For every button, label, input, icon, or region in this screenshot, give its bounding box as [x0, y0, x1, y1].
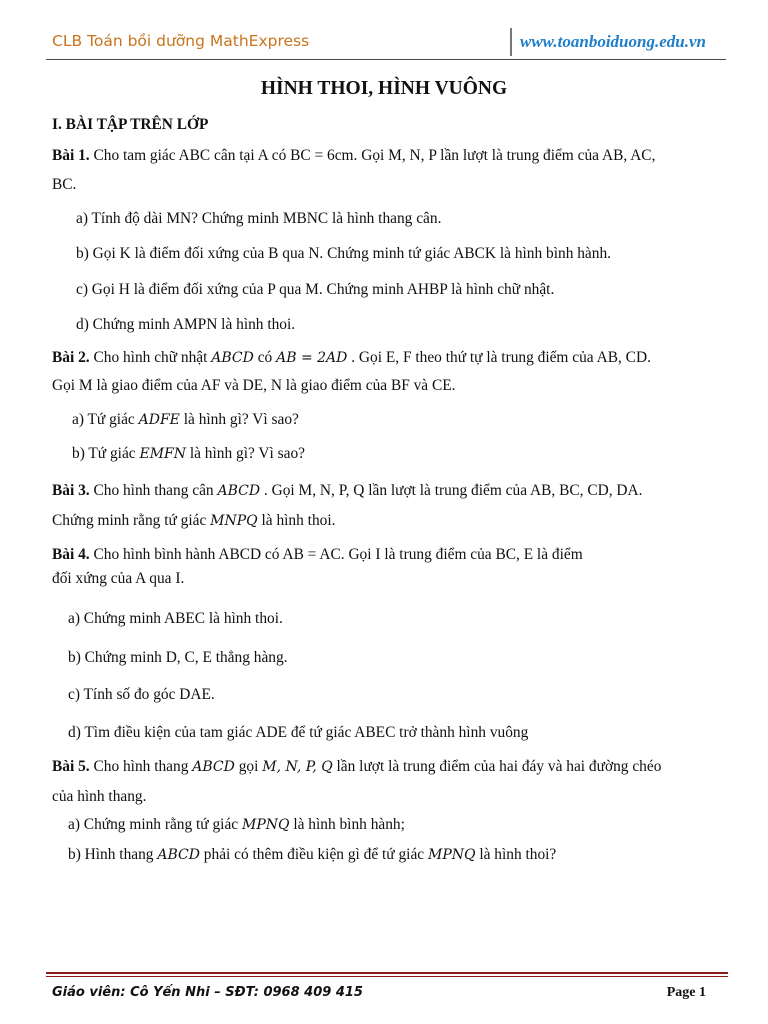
bai5-a-math: MPNQ [241, 817, 290, 833]
bai5-line2: của hình thang. [52, 788, 147, 805]
bai3-math-abcd: ABCD [217, 483, 261, 499]
bai1-line2: BC. [52, 176, 77, 193]
bai2-line1 [52, 349, 651, 367]
bai2-line2: Gọi M là giao điểm của AF và DE, N là giao điểm của BF và CE. [52, 377, 456, 394]
footer-rule [46, 972, 728, 974]
section-heading: I. BÀI TẬP TRÊN LỚP [52, 116, 209, 133]
bai5-label: Bài 5. [52, 758, 90, 775]
bai5-a-text2: là hình bình hành; [289, 816, 405, 833]
bai5-math-abcd: ABCD [192, 759, 235, 775]
footer-rule-thin [46, 976, 728, 977]
bai3-line2 [52, 512, 335, 530]
bai2-math-abcd: ABCD [211, 350, 254, 366]
bai4-line2: đối xứng của A qua I. [52, 570, 185, 587]
bai2-t2: có [253, 349, 277, 366]
bai1-text: Cho tam giác ABC cân tại A có BC = 6cm. Gọi M, N, P lần lượt là trung điểm của AB, AC, [89, 147, 656, 164]
bai1-c: c) Gọi H là điểm đối xứng của P qua M. Chứng minh AHBP là hình chữ nhật. [76, 281, 555, 298]
bai2-a-text: a) Tứ giác [72, 411, 139, 428]
bai2-label: Bài 2. [52, 349, 90, 366]
bai5-t3: lần lượt là trung điểm của hai đáy và hai đường chéo [332, 758, 662, 775]
bai5-b-text3: là hình thoi? [475, 846, 557, 863]
bai3-t1: Cho hình thang cân [89, 482, 218, 499]
bai2-t1: Cho hình chữ nhật [89, 349, 212, 366]
bai4-line1 [52, 546, 583, 564]
bai4-c: c) Tính số đo góc DAE. [68, 686, 215, 703]
bai1-line1 [52, 147, 655, 165]
bai5-line1 [52, 758, 661, 776]
bai3-math-mnpq: MNPQ [210, 513, 258, 529]
bai4-b: b) Chứng minh D, C, E thẳng hàng. [68, 649, 288, 666]
bai5-b [68, 846, 556, 864]
bai2-b-math: EMFN [139, 446, 186, 462]
bai1-label: Bài 1. [52, 147, 90, 164]
bai4-d: d) Tìm điều kiện của tam giác ADE để tứ giác ABEC trở thành hình vuông [68, 724, 529, 741]
bai2-a-text2: là hình gì? Vì sao? [179, 411, 299, 428]
bai3-l2b: là hình thoi. [257, 512, 336, 529]
bai1-b: b) Gọi K là điểm đối xứng của B qua N. Chứng minh tứ giác ABCK là hình bình hành. [76, 245, 611, 262]
bai4-a: a) Chứng minh ABEC là hình thoi. [68, 610, 283, 627]
bai5-a [68, 816, 405, 834]
bai2-a-math: ADFE [138, 412, 180, 428]
header-separator [510, 28, 512, 56]
header-rule [46, 59, 726, 60]
bai5-a-text: a) Chứng minh rằng tứ giác [68, 816, 242, 833]
bai3-t2: . Gọi M, N, P, Q lần lượt là trung điểm của AB, BC, CD, DA. [260, 482, 643, 499]
bai1-d: d) Chứng minh AMPN là hình thoi. [76, 316, 296, 333]
bai5-t1: Cho hình thang [89, 758, 193, 775]
bai5-b-math: ABCD [157, 847, 200, 863]
club-name: CLB Toán bồi dưỡng MathExpress [52, 32, 310, 50]
page-title: HÌNH THOI, HÌNH VUÔNG [260, 78, 508, 99]
bai2-b [72, 445, 305, 463]
bai1-a: a) Tính độ dài MN? Chứng minh MBNC là hình thang cân. [76, 210, 442, 227]
bai3-line1 [52, 482, 643, 500]
bai5-b-text: b) Hình thang [68, 846, 158, 863]
bai5-b-text2: phải có thêm điều kiện gì để tứ giác [199, 846, 428, 863]
bai5-t2: gọi [234, 758, 263, 775]
bai2-t3: . Gọi E, F theo thứ tự là trung điểm của AB, CD. [347, 349, 651, 366]
bai2-math-ab2ad: AB = 2AD [276, 350, 348, 366]
bai2-a [72, 411, 299, 429]
bai5-b-math2: MPNQ [427, 847, 476, 863]
bai5-math-mnpq: M, N, P, Q [262, 759, 333, 775]
bai4-text: Cho hình bình hành ABCD có AB = AC. Gọi I là trung điểm của BC, E là điểm [89, 546, 583, 563]
teacher-info: Giáo viên: Cô Yến Nhi – SĐT: 0968 409 415 [52, 985, 363, 1000]
bai2-b-text2: là hình gì? Vì sao? [186, 445, 305, 462]
website-link[interactable]: www.toanboiduong.edu.vn [520, 32, 706, 51]
bai3-l2a: Chứng minh rằng tứ giác [52, 512, 211, 529]
bai3-label: Bài 3. [52, 482, 90, 499]
bai4-label: Bài 4. [52, 546, 90, 563]
bai2-b-text: b) Tứ giác [72, 445, 140, 462]
page-number: Page 1 [666, 985, 706, 1000]
